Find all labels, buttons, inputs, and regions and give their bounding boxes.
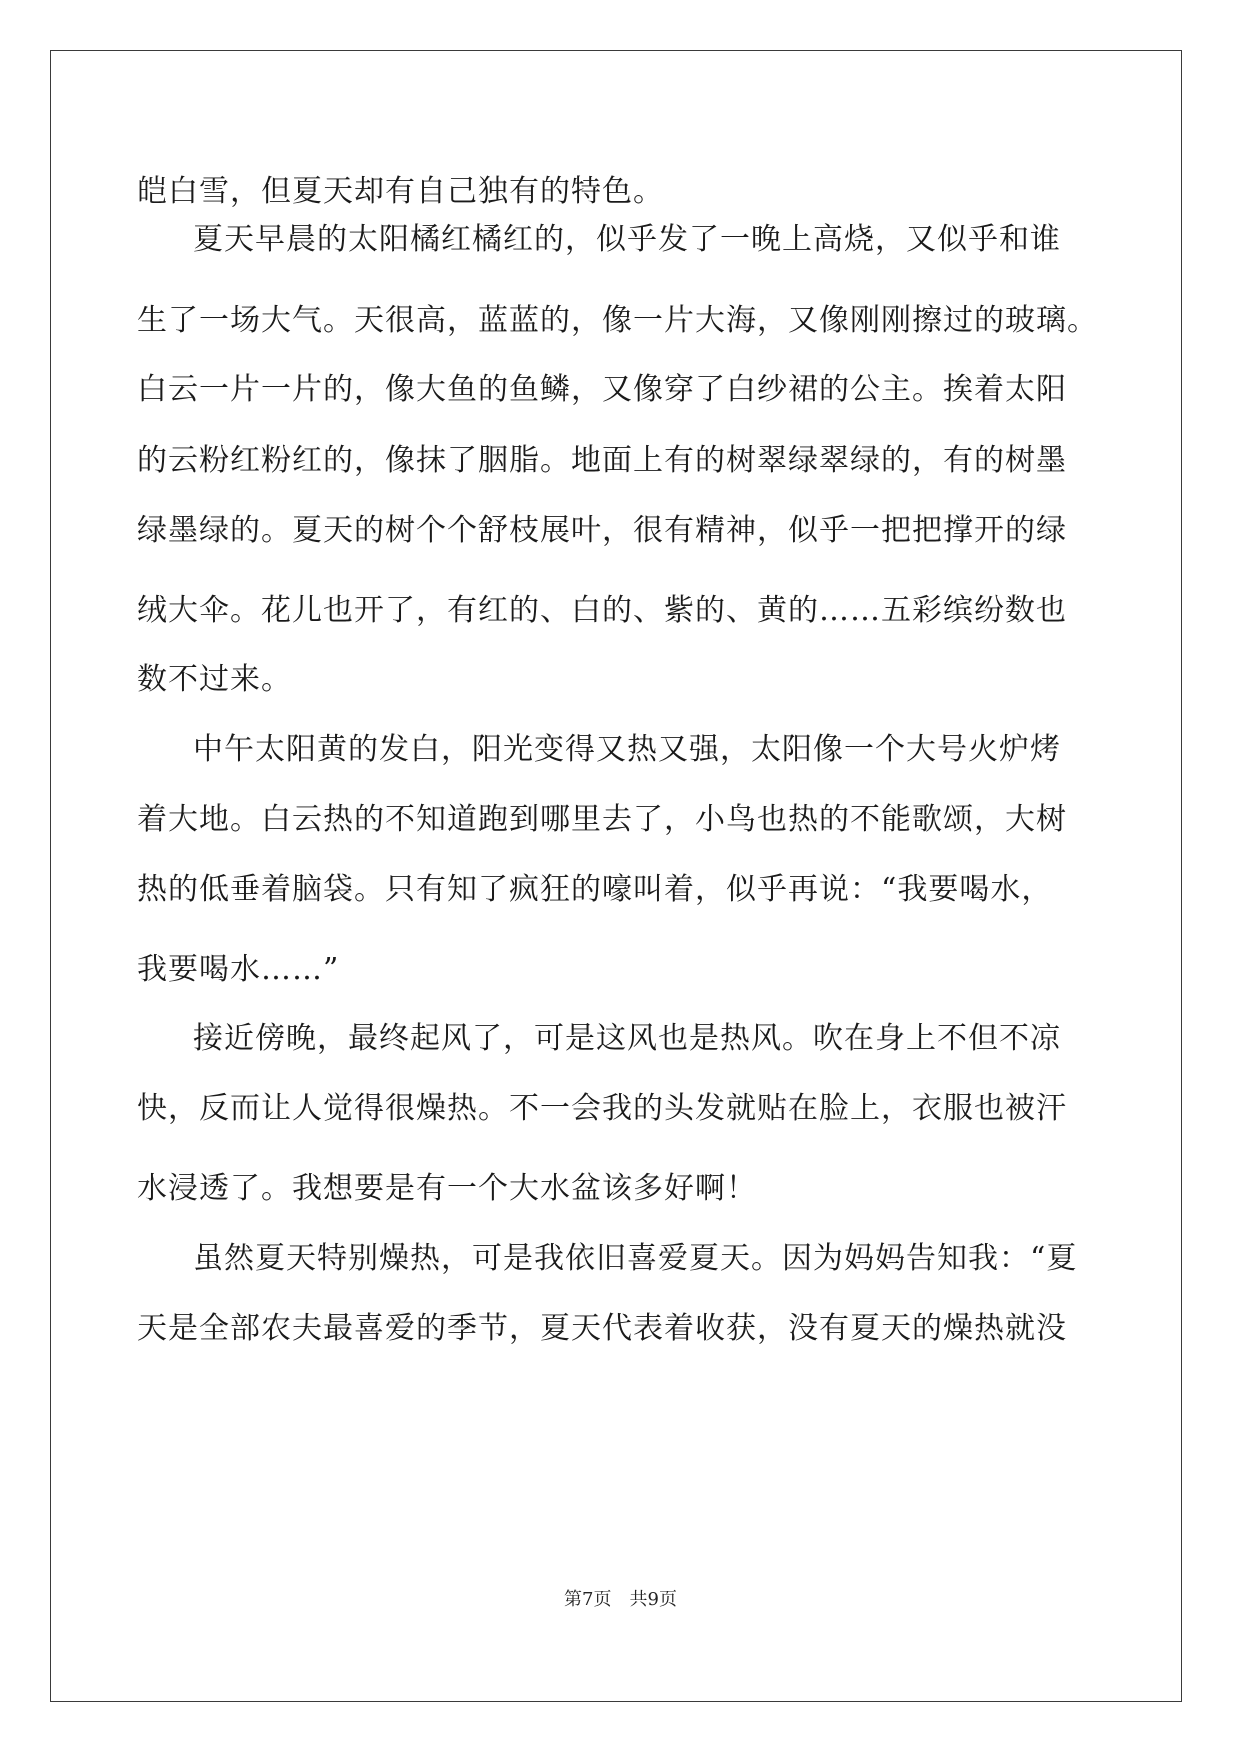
text-line: 热的低垂着脑袋。只有知了疯狂的嚎叫着，似乎再说：“我要喝水， [137, 872, 1053, 907]
text-line: 的云粉红粉红的，像抹了胭脂。地面上有的树翠绿翠绿的，有的树墨 [137, 443, 1067, 478]
page-footer [0, 1585, 1241, 1611]
text-line: 我要喝水……” [137, 952, 340, 987]
text-line: 绿墨绿的。夏天的树个个舒枝展叶，很有精神，似乎一把把撑开的绿 [137, 513, 1067, 548]
text-line: 着大地。白云热的不知道跑到哪里去了，小鸟也热的不能歌颂，大树 [137, 802, 1067, 837]
text-line: 中午太阳黄的发白，阳光变得又热又强，太阳像一个大号火炉烤 [193, 732, 1061, 767]
text-line: 生了一场大气。天很高，蓝蓝的，像一片大海，又像刚刚擦过的玻璃。 [137, 303, 1098, 338]
text-line: 白云一片一片的，像大鱼的鱼鳞，又像穿了白纱裙的公主。挨着太阳 [137, 372, 1067, 407]
text-line: 数不过来。 [137, 662, 292, 697]
text-line: 绒大伞。花儿也开了，有红的、白的、紫的、黄的……五彩缤纷数也 [137, 593, 1067, 628]
text-line: 夏天早晨的太阳橘红橘红的，似乎发了一晚上高烧，又似乎和谁 [193, 222, 1061, 257]
page-total: 共9页 [629, 1589, 677, 1610]
text-line: 虽然夏天特别燥热，可是我依旧喜爱夏天。因为妈妈告知我：“夏 [193, 1241, 1078, 1276]
text-line: 皑白雪，但夏天却有自己独有的特色。 [137, 174, 664, 209]
text-line: 水浸透了。我想要是有一个大水盆该多好啊！ [137, 1171, 757, 1206]
text-line: 接近傍晚，最终起风了，可是这风也是热风。吹在身上不但不凉 [193, 1021, 1061, 1056]
text-line: 快，反而让人觉得很燥热。不一会我的头发就贴在脸上，衣服也被汗 [137, 1091, 1067, 1126]
text-line: 天是全部农夫最喜爱的季节，夏天代表着收获，没有夏天的燥热就没 [137, 1311, 1067, 1346]
page-number: 第7页 [564, 1589, 612, 1610]
